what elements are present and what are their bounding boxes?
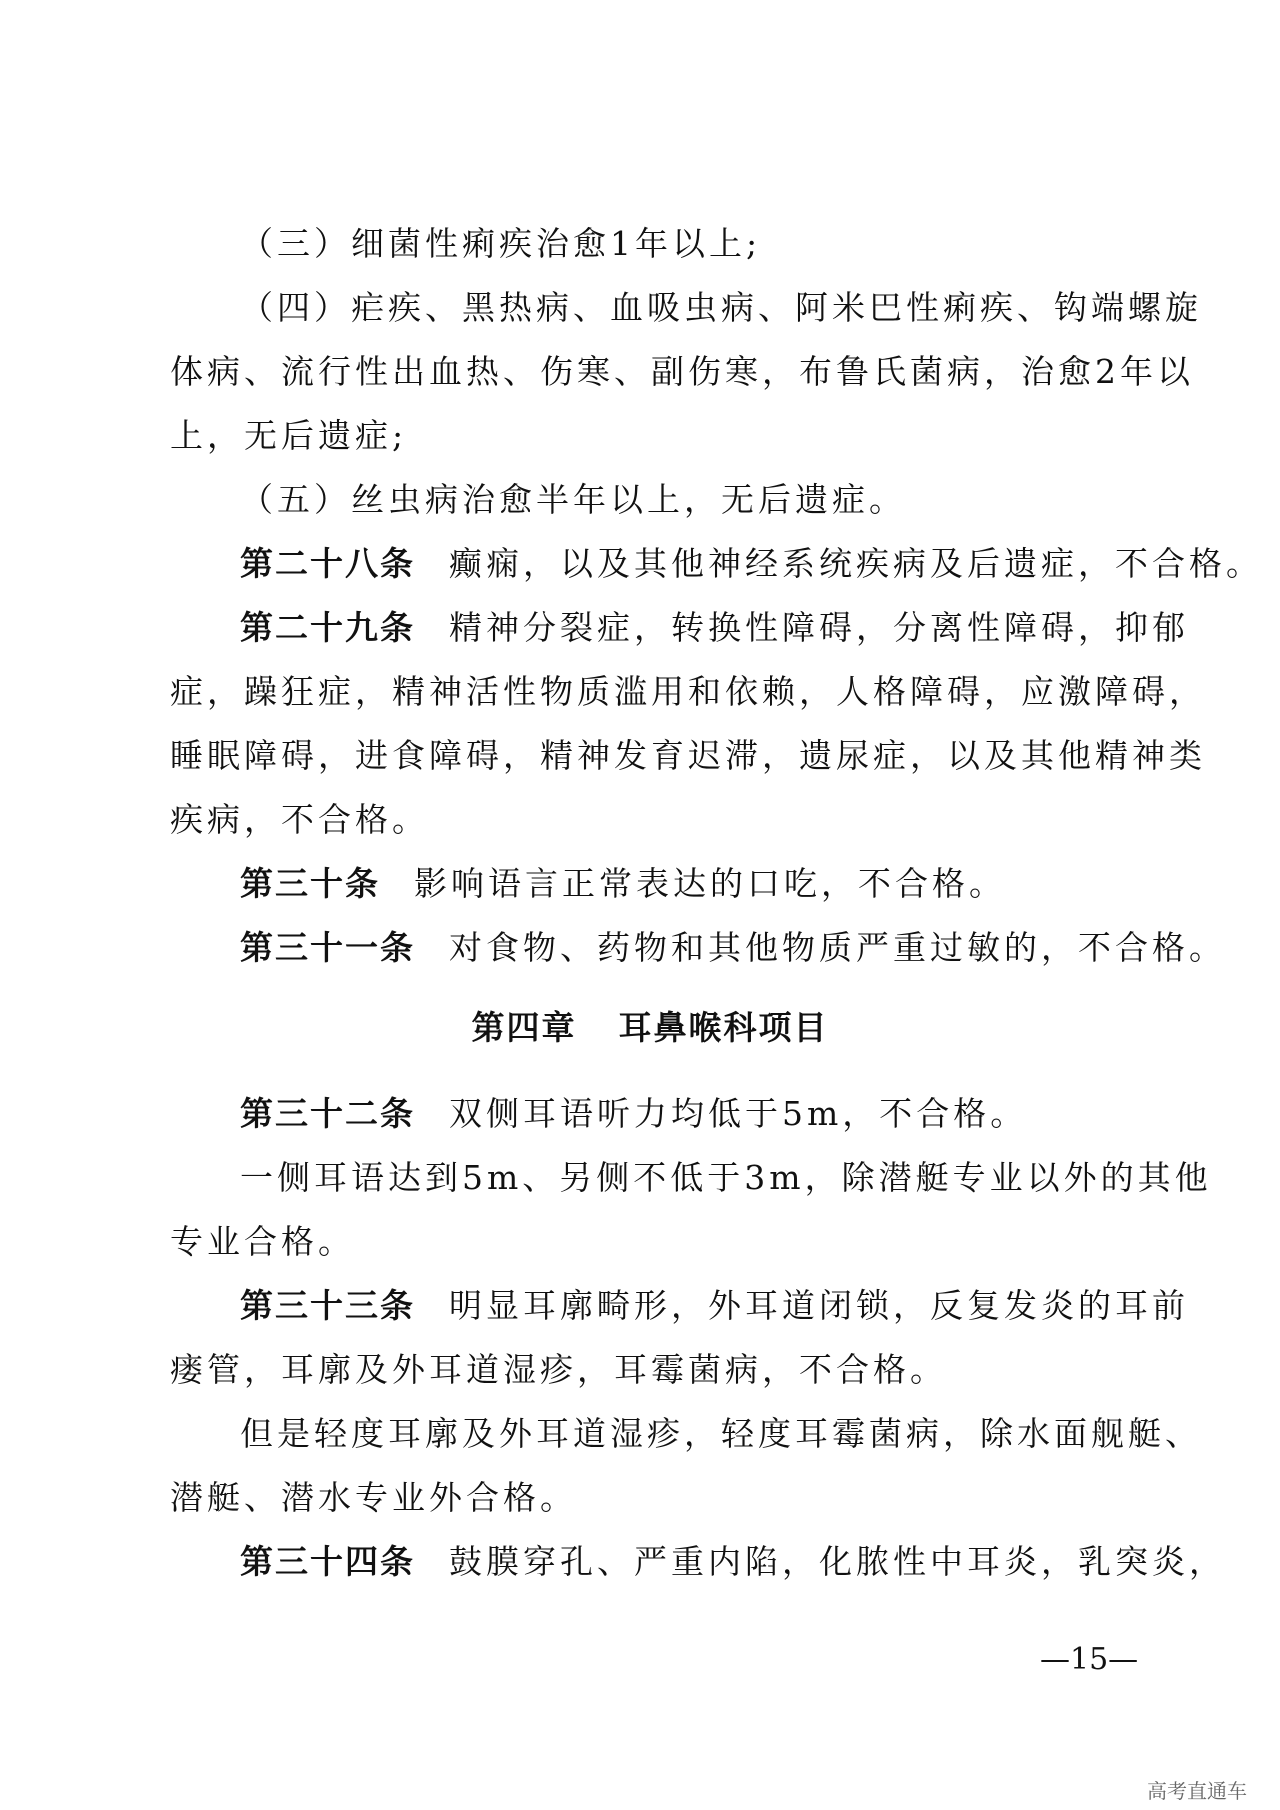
article-29-line3: 睡眠障碍，进食障碍，精神发育迟滞，遗尿症，以及其他精神类 [170,736,1206,775]
article-29 [170,596,1189,660]
article-28-text: 癫痫，以及其他神经系统疾病及后遗症，不合格。 [449,544,1263,583]
article-32-para-line2: 专业合格。 [170,1222,355,1261]
article-30 [170,852,1130,916]
chapter-title: 耳鼻喉科项目 [618,1008,829,1047]
watermark: 高考直通车 [1147,1779,1247,1803]
article-28-label: 第二十八条 [240,544,415,583]
list-item-3: （三）细菌性痢疾治愈1年以上; [240,224,762,263]
article-33-para-line2: 潜艇、潜水专业外合格。 [170,1478,577,1517]
article-33-line1: 明显耳廓畸形，外耳道闭锁，反复发炎的耳前 [449,1286,1189,1325]
chapter-heading [170,986,1130,1070]
article-33 [170,1274,1189,1338]
article-32-label: 第三十二条 [240,1094,415,1133]
article-29-line1: 精神分裂症，转换性障碍，分离性障碍，抑郁 [449,608,1189,647]
list-item-4-cont: 体病、流行性出血热、伤寒、副伤寒，布鲁氏菌病，治愈2年以 [170,352,1194,391]
article-32-para-line1: 一侧耳语达到5m、另侧不低于3m，除潜艇专业以外的其他 [240,1158,1212,1197]
article-34 [170,1530,1226,1594]
article-32-text: 双侧耳语听力均低于5m，不合格。 [449,1094,1028,1133]
article-33-label: 第三十三条 [240,1286,415,1325]
article-29-line4: 疾病，不合格。 [170,800,429,839]
article-34-label: 第三十四条 [240,1542,415,1581]
page-number: —15— [1040,1642,1139,1677]
article-29-label: 第二十九条 [240,608,415,647]
article-34-line1: 鼓膜穿孔、严重内陷，化脓性中耳炎，乳突炎， [449,1542,1226,1581]
article-28 [170,532,1263,596]
article-33-line2: 瘘管，耳廓及外耳道湿疹，耳霉菌病，不合格。 [170,1350,947,1389]
article-30-label: 第三十条 [240,864,380,903]
article-31-label: 第三十一条 [240,928,415,967]
list-item-5: （五）丝虫病治愈半年以上，无后遗症。 [240,480,906,519]
article-33-para-line1: 但是轻度耳廓及外耳道湿疹，轻度耳霉菌病，除水面舰艇、 [240,1414,1202,1453]
document-body [170,212,1263,1594]
article-32 [170,1082,1130,1146]
chapter-number: 第四章 [471,1008,577,1047]
list-item-4: （四）疟疾、黑热病、血吸虫病、阿米巴性痢疾、钩端螺旋 [240,288,1202,327]
article-30-text: 影响语言正常表达的口吃，不合格。 [414,864,1006,903]
article-29-line2: 症，躁狂症，精神活性物质滥用和依赖，人格障碍，应激障碍， [170,672,1206,711]
article-31 [170,916,1226,980]
article-31-text: 对食物、药物和其他物质严重过敏的，不合格。 [449,928,1226,967]
list-item-4-end: 上，无后遗症; [170,416,408,455]
